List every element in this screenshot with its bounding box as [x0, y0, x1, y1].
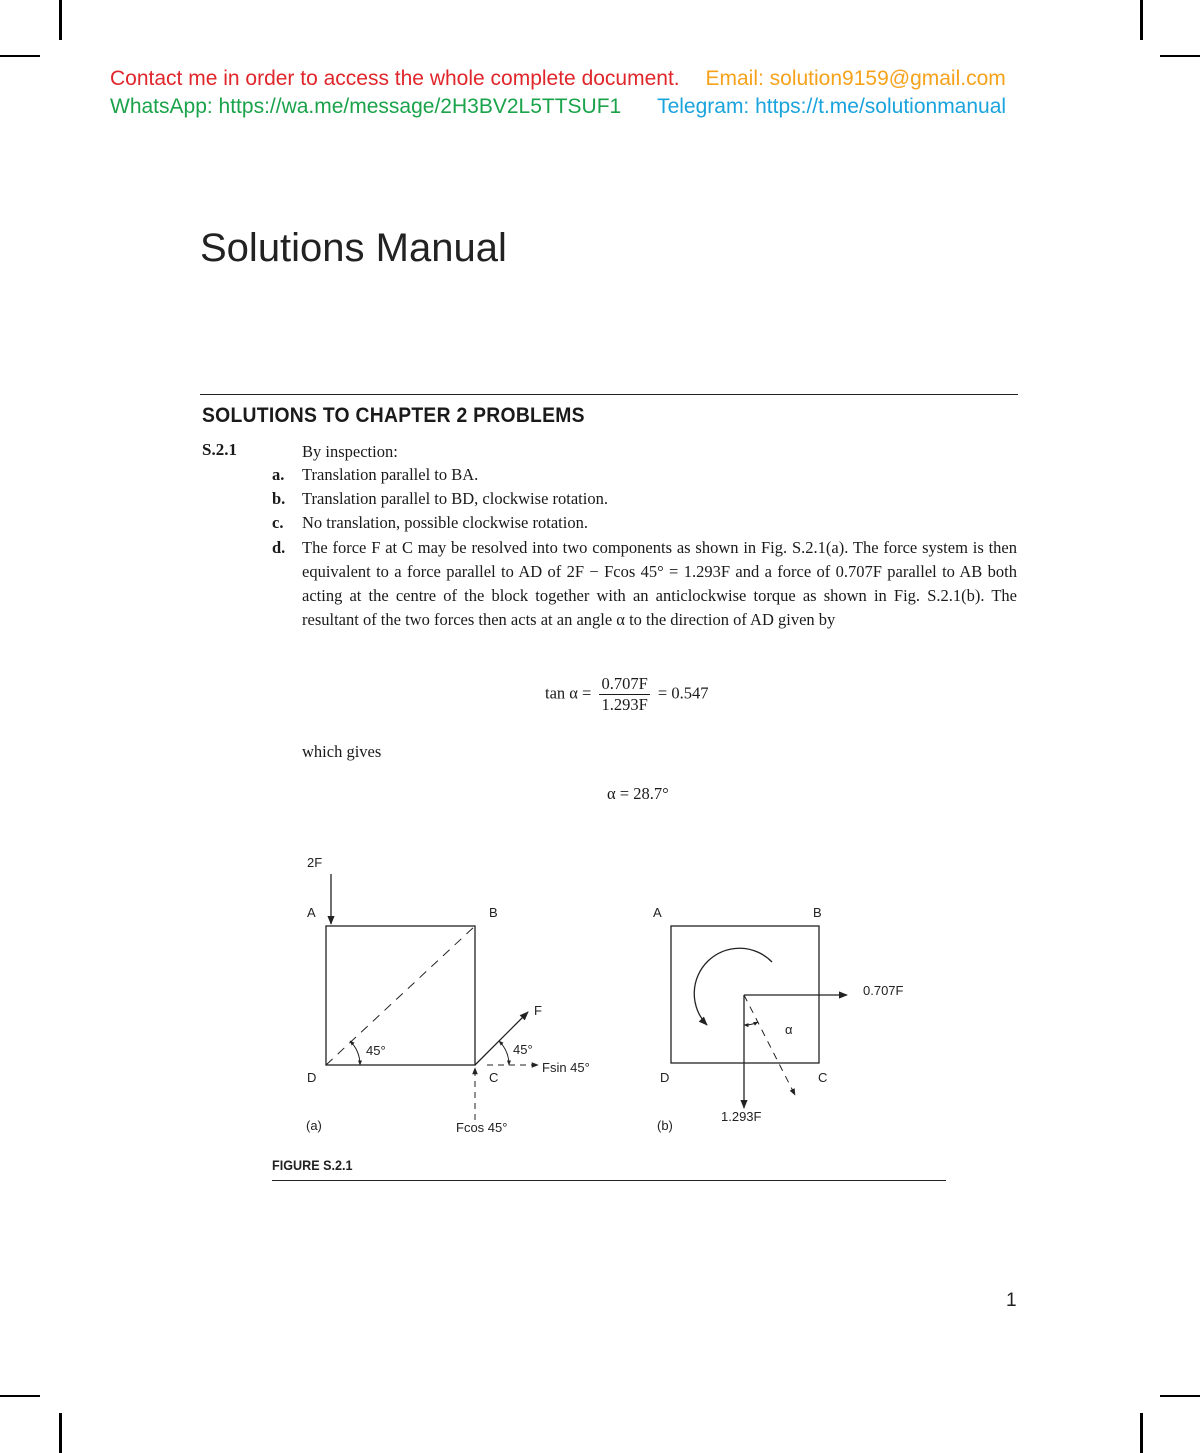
item-text: Translation parallel to BA. — [302, 465, 479, 484]
force-h-label: 0.707F — [863, 983, 904, 998]
equation-lhs: tan α = — [545, 683, 592, 703]
whatsapp-link[interactable]: WhatsApp: https://wa.me/message/2H3BV2L5TTSUF1 — [110, 95, 622, 118]
force-v-label: 1.293F — [721, 1109, 762, 1124]
alpha-label: α — [785, 1022, 793, 1037]
figure-rule — [272, 1180, 946, 1181]
resultant-arrow — [744, 995, 795, 1095]
page-number: 1 — [1006, 1290, 1017, 1311]
corner-d-label: D — [660, 1070, 670, 1085]
force-f-arrow — [475, 1012, 528, 1065]
item-marker: b. — [272, 489, 286, 509]
corner-b-label: B — [813, 905, 822, 920]
corner-a-label: A — [307, 905, 316, 920]
figure-b-label: (b) — [657, 1118, 673, 1133]
alpha-arc — [744, 1022, 758, 1025]
angle-arc-left — [350, 1041, 360, 1065]
label-f: F — [534, 1003, 542, 1018]
telegram-link[interactable]: Telegram: https://t.me/solutionmanual — [657, 95, 1007, 118]
figure-a — [306, 855, 590, 1135]
item-text: Translation parallel to BD, clockwise rotation. — [302, 489, 608, 509]
email-link[interactable]: Email: solution9159@gmail.com — [705, 67, 1006, 90]
contact-message: Contact me in order to access the whole complete document. — [110, 67, 680, 90]
item-marker: a. — [272, 465, 285, 484]
corner-c-label: C — [818, 1070, 828, 1085]
item-marker: c. — [272, 513, 284, 533]
equation-numerator: 0.707F — [601, 674, 648, 693]
corner-d-label: D — [307, 1070, 317, 1085]
label-2f: 2F — [307, 855, 323, 870]
angle-arc-right — [499, 1041, 509, 1065]
figure-caption: FIGURE S.2.1 — [272, 1157, 353, 1173]
figure-b — [653, 905, 904, 1133]
equation-rhs: = 0.547 — [657, 683, 709, 703]
fsin-label: Fsin 45° — [542, 1060, 590, 1075]
page-title: Solutions Manual — [200, 226, 507, 270]
equation-denominator: 1.293F — [601, 695, 648, 714]
corner-c-label: C — [489, 1070, 499, 1085]
item-marker: d. — [272, 537, 286, 557]
corner-a-label: A — [653, 905, 662, 920]
section-heading: SOLUTIONS TO CHAPTER 2 PROBLEMS — [202, 404, 585, 427]
corner-b-label: B — [489, 905, 498, 920]
angle-right-label: 45° — [513, 1042, 533, 1057]
equation-alpha: α = 28.7° — [607, 784, 669, 803]
angle-left-label: 45° — [366, 1043, 386, 1058]
fcos-label: Fcos 45° — [456, 1120, 508, 1135]
problem-number: S.2.1 — [202, 440, 237, 459]
problem-intro: By inspection: — [302, 442, 398, 461]
which-gives-text: which gives — [302, 742, 382, 761]
figure-a-label: (a) — [306, 1118, 322, 1133]
diagonal-db — [326, 926, 475, 1065]
item-text: No translation, possible clockwise rotation. — [302, 513, 588, 533]
item-text: The force F at C may be resolved into two components as shown in Fig. S.2.1(a). The force system is then equivalent to a force parallel to AD of 2F − Fcos 45° = 1.293F and a force of 0.707F parallel to AB both acting at the centre of the block together with an anticlockwise torque as shown in Fig. S.2.1(b). The resultant of the two forces then acts at an angle α to the direction of AD given by — [302, 537, 1017, 630]
torque-arc — [694, 948, 772, 1025]
